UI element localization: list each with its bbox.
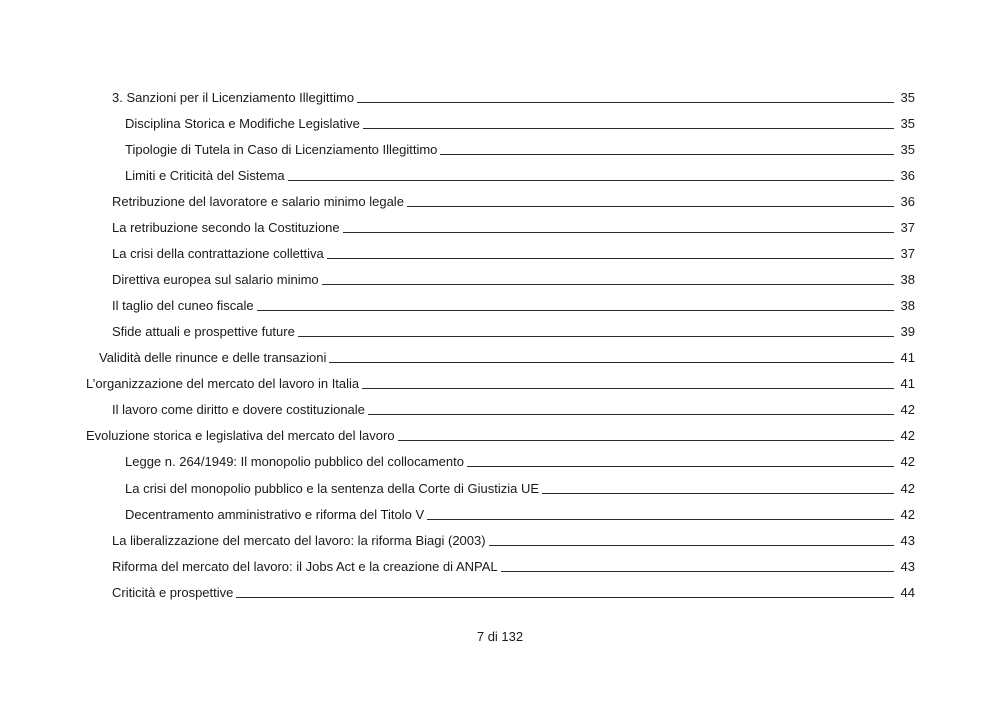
toc-leader-line <box>357 102 894 103</box>
toc-entry[interactable] <box>112 396 915 418</box>
toc-entry-title: La crisi del monopolio pubblico e la sentenza della Corte di Giustizia UE <box>125 481 540 496</box>
toc-entry[interactable] <box>112 292 915 314</box>
toc-entry-page: 38 <box>900 272 915 287</box>
toc-entry-page: 38 <box>900 298 915 313</box>
toc-leader-line <box>362 388 894 389</box>
toc-entry[interactable] <box>112 318 915 340</box>
toc-entry-title: Il lavoro come diritto e dovere costituzionale <box>112 402 365 417</box>
toc-entry[interactable] <box>112 527 915 549</box>
toc-leader-line <box>322 284 894 285</box>
toc-entry-page: 43 <box>900 559 915 574</box>
toc-leader-line <box>398 440 894 441</box>
toc-entry-page: 37 <box>900 220 915 235</box>
toc-entry-title: Tipologie di Tutela in Caso di Licenziamento Illegittimo <box>125 142 438 157</box>
toc-leader-line <box>467 466 894 467</box>
toc-leader-line <box>501 571 894 572</box>
toc-leader-line <box>440 154 894 155</box>
toc-leader-line <box>427 519 894 520</box>
toc-entry[interactable] <box>86 370 915 392</box>
toc-leader-line <box>343 232 894 233</box>
toc-leader-line <box>407 206 894 207</box>
toc-entry-page: 36 <box>900 194 915 209</box>
toc-entry-page: 35 <box>900 116 915 131</box>
toc-leader-line <box>489 545 894 546</box>
toc-entry-page: 42 <box>900 507 915 522</box>
toc-entry[interactable] <box>125 110 915 132</box>
toc-leader-line <box>542 493 894 494</box>
toc-entry-title: Sfide attuali e prospettive future <box>112 324 295 339</box>
toc-entry-title: Riforma del mercato del lavoro: il Jobs Act e la creazione di ANPAL <box>112 559 498 574</box>
toc-entry-title: Legge n. 264/1949: Il monopolio pubblico del collocamento <box>125 454 464 469</box>
toc-entry-title: Decentramento amministrativo e riforma del Titolo V <box>125 507 425 522</box>
toc-leader-line <box>298 336 894 337</box>
toc-entry[interactable] <box>112 84 915 106</box>
toc-entry-title: 3. Sanzioni per il Licenziamento Illegittimo <box>112 90 355 105</box>
toc-entry-page: 39 <box>900 324 915 339</box>
toc-entry-title: Limiti e Criticità del Sistema <box>125 168 285 183</box>
toc-entry-title: L’organizzazione del mercato del lavoro in Italia <box>86 376 360 391</box>
toc-entry[interactable] <box>112 240 915 262</box>
toc-entry-page: 35 <box>900 90 915 105</box>
toc-entry-title: La liberalizzazione del mercato del lavoro: la riforma Biagi (2003) <box>112 533 486 548</box>
toc-leader-line <box>368 414 894 415</box>
toc-entry-title: Retribuzione del lavoratore e salario minimo legale <box>112 194 404 209</box>
toc-entry-page: 42 <box>900 454 915 469</box>
toc-entry-title: Criticità e prospettive <box>112 585 234 600</box>
toc-entry-title: Il taglio del cuneo fiscale <box>112 298 254 313</box>
toc-entry-page: 44 <box>900 585 915 600</box>
toc-entry-page: 42 <box>900 402 915 417</box>
toc-entry-title: Evoluzione storica e legislativa del mercato del lavoro <box>86 428 395 443</box>
toc-leader-line <box>329 362 894 363</box>
toc-leader-line <box>363 128 894 129</box>
toc-entry-page: 43 <box>900 533 915 548</box>
toc-entry[interactable] <box>112 188 915 210</box>
toc-entry[interactable] <box>112 579 915 601</box>
toc-entry-title: Disciplina Storica e Modifiche Legislative <box>125 116 360 131</box>
toc-entry[interactable] <box>112 214 915 236</box>
toc-entry-page: 36 <box>900 168 915 183</box>
toc-leader-line <box>236 597 894 598</box>
toc-entry-page: 35 <box>900 142 915 157</box>
toc-entry-title: Validità delle rinunce e delle transazioni <box>99 350 327 365</box>
toc-entry[interactable] <box>125 501 915 523</box>
toc-entry-page: 41 <box>900 350 915 365</box>
toc-leader-line <box>257 310 894 311</box>
toc-entry-title: La retribuzione secondo la Costituzione <box>112 220 340 235</box>
toc-entry-page: 41 <box>900 376 915 391</box>
toc-entry[interactable] <box>125 448 915 470</box>
page-number-footer: 7 di 132 <box>476 629 524 644</box>
toc-entry[interactable] <box>99 344 915 366</box>
toc-leader-line <box>288 180 894 181</box>
toc-entry[interactable] <box>86 422 915 444</box>
toc-entry[interactable] <box>125 136 915 158</box>
toc-entry-page: 42 <box>900 428 915 443</box>
toc-entry-page: 42 <box>900 481 915 496</box>
toc-entry[interactable] <box>112 553 915 575</box>
toc-entry[interactable] <box>125 475 915 497</box>
toc-entry[interactable] <box>125 162 915 184</box>
toc-entry-title: Direttiva europea sul salario minimo <box>112 272 319 287</box>
toc-entry-title: La crisi della contrattazione collettiva <box>112 246 324 261</box>
toc-entry[interactable] <box>112 266 915 288</box>
toc-entry-page: 37 <box>900 246 915 261</box>
toc-leader-line <box>327 258 894 259</box>
